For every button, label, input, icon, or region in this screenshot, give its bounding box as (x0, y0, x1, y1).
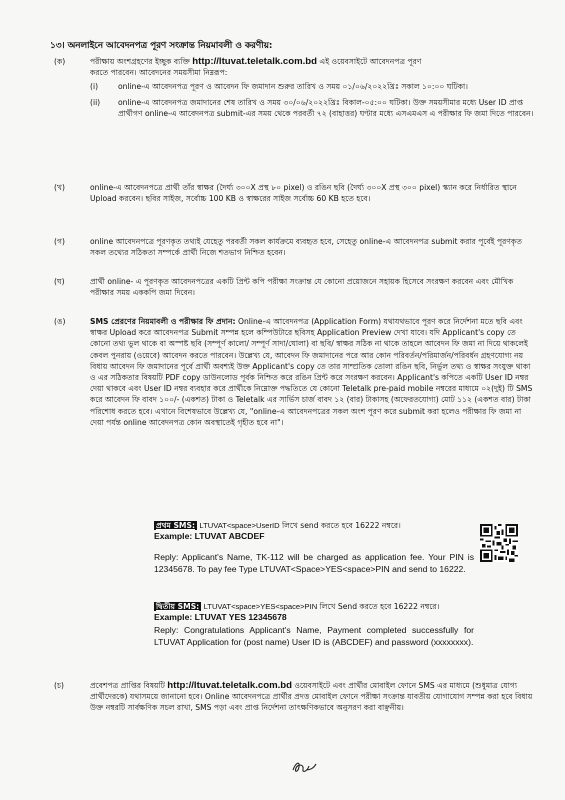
sms2-block (154, 601, 474, 648)
section-uma (54, 316, 537, 428)
sub-i (90, 81, 537, 92)
section-ga (54, 236, 537, 258)
marker-ka: (ক) (54, 57, 66, 66)
sms1-block (154, 520, 474, 575)
marker-kha: (খ) (54, 183, 65, 192)
sms1-reply: Reply: Applicant's Name, TK-112 will be charged as application fee. Your PIN is 12345678. To pay fee Type LTUVAT<Space>YES<space>PIN and send to 16222. (154, 552, 474, 574)
marker-ii: (ii) (90, 97, 101, 107)
uma-text: Online-এ আবেদনপত্র (Application Form) যথাযথভাবে পূরণ করে নির্দেশনা মতে ছবি এবং স্বাক্ষর Upload করে আবেদনপত্র Submit সম্পন্ন হলে কম্পিউটারে ছবিসহ Application Preview দেখা যাবে। যদি Applicant's copy তে কোনো তথ্য ভুল থাকে বা অস্পষ্ট ছবি (সম্পূর্ণ কালো/ সম্পূর্ণ সাদা/ঘোলা) বা ছবি/ স্বাক্ষর সঠিক না থাকে তাহলে আবেদন ফি জমা না দিয়ে থাকলেই কেবল পুনরায় (ওয়েবে) আবেদন করতে পারবেন। উল্লেখ্য যে, আবেদন ফি জমাদানের পরে আর কোন পরিবর্তন/পরিমার্জন/পরিবর্ধন গ্রহণযোগ্য নয় বিধায় আবেদন ফি জমাদানের পূর্বে প্রার্থী অবশ্যই উক্ত Applicant's copy তে তার সাম্প্রতিক তোলা রঙিন ছবি, নির্ভুল তথ্য ও স্বাক্ষর সংযুক্ত থাকা ও এর সঠিকতার বিষয়টি PDF copy ডাউনলোড পূর্বক নিশ্চিত করে রঙিন প্রিন্ট করে সংরক্ষণ করবেন। Applicant's কপিতে একটি User ID নম্বর দেয়া থাকবে এবং User ID নম্বর ব্যবহার করে প্রার্থীকে নিম্নোক্ত পদ্ধতিতে যে কোনো Teletalk pre-paid mobile নম্বরের মাধ্যমে ০২(দুই) টি SMS করে আবেদন ফি বাবদ ১০০/- (একশত) টাকা ও Teletalk এর সার্ভিস চার্জ বাবদ ১২ (বার) টাকাসহ (অফেরতযোগ্য) মোট ১১২ (একশত বার) টাকা পরিশোধ করতে হবে। এখানে বিশেষভাবে উল্লেখ্য যে, "online-এ আবেদনপত্রের সকল অংশ পূরণ করে submit করা হলেও পরীক্ষার ফি জমা না দেয়া পর্যন্ত online আবেদনপত্র কোন অবস্থাতেই গৃহীত হবে না"। (90, 317, 533, 427)
gha-text: প্রার্থী online- এ পূরণকৃত আবেদনপত্রের একটি প্রিন্ট কপি পরীক্ষা সংক্রান্ত যে কোনো প্রয়োজনে সহায়ক হিসেবে সংরক্ষণ করবেন এবং মৌখিক পরীক্ষার সময় এককপি জমা দিবেন। (90, 277, 514, 298)
marker-i: (i) (90, 82, 99, 92)
marker-cha: (চ) (54, 681, 65, 690)
sub-i-text: online-এ আবেদনপত্র পূরণ ও আবেদন ফি জমাদান শুরুর তারিখ ও সময় ০১/০৬/২০২২খ্রিঃ সকাল ১০:০০ ঘটিকা। (118, 82, 468, 92)
sub-ii-text: online-এ আবেদনপত্র জমাদানের শেষ তারিখ ও সময় ৩০/০৬/২০২২খ্রিঃ বিকাল-০৫:০০ ঘটিকা। উক্ত সময়সীমার মধ্যে User ID প্রাপ্ত প্রার্থীগণ online-এ আবেদনপত্র submit-এর সময় থেকে পরবর্তী ৭২ (বাহাত্তর) ঘণ্টার মধ্যে এসএমএস এ পরীক্ষার ফি জমা দিতে পারবেন। (118, 97, 534, 118)
sms2-format-tail: লিখে Send করতে হবে 16222 নম্বরে। (319, 602, 440, 611)
section-heading: ১৩। অনলাইনে আবেদনপত্র পূরণ সংক্রান্ত নিয়মাবলী ও করণীয়: (50, 41, 273, 51)
sms1-format-tail: লিখে send করতে হবে 16222 নম্বরে। (282, 521, 401, 530)
section-gha (54, 276, 537, 298)
sms2-tag: দ্বিতীয় SMS: (156, 602, 200, 611)
signature-mark (290, 758, 318, 776)
section-ka (54, 56, 537, 119)
cha-text-a: প্রবেশপত্র প্রাপ্তির বিষয়টি (90, 681, 165, 690)
sub-ii (90, 97, 537, 119)
sms2-reply: Reply: Congratulations Applicant's Name, Payment completed successfully for LTUVAT Application for (post name) User ID is (ABCDEF) and password (xxxxxxxx). (154, 625, 474, 647)
ka-line1b: এই ওয়েবসাইটে আবেদনপত্র পূরণ (319, 57, 422, 66)
sms-rules-title: SMS প্রেরণের নিয়মাবলী ও পরীক্ষার ফি প্রদান: (90, 317, 236, 326)
ga-text: online আবেদনপত্রে পূরণকৃত তথ্যই যেহেতু পরবর্তী সকল কার্যক্রমে ব্যবহৃত হবে, সেহেতু online-এ আবেদনপত্র submit করার পূর্বেই পূরণকৃত সকল তথ্যের সঠিকতা সম্পর্কে প্রার্থী নিজে শতভাগ নিশ্চিত হবেন। (90, 237, 522, 258)
sms2-format: LTUVAT<space>YES<space>PIN (203, 602, 318, 611)
qr-code-icon (480, 524, 518, 562)
marker-uma: (ঙ) (54, 317, 66, 326)
section-cha (54, 680, 537, 714)
marker-ga: (গ) (54, 237, 65, 246)
ka-line1a: পরীক্ষায় অংশগ্রহণের ইচ্ছুক ব্যক্তি (90, 57, 190, 66)
sms1-format: LTUVAT<space>UserID (199, 521, 280, 530)
sms2-example: Example: LTUVAT YES 12345678 (154, 612, 287, 623)
cha-text-b: ওয়েবসাইটে এবং প্রার্থীর মোবাইল ফোনে SMS এর মাধ্যমে (শুধুমাত্র যোগ্য প্রার্থীদেরকে) যথাসময়ে জানানো হবে। Online আবেদনপত্রে প্রার্থীর প্রদত্ত মোবাইল ফোনে পরীক্ষা সংক্রান্ত যাবতীয় যোগাযোগ সম্পন্ন করা হবে বিধায় উক্ত নম্বরটি সার্বক্ষণিক সচল রাখা, SMS পড়া এবং প্রাপ্ত নির্দেশনা তাৎক্ষণিকভাবে অনুসরণ করা বাঞ্ছনীয়। (90, 681, 533, 713)
section-kha (54, 182, 537, 204)
sms1-tag: প্রথম SMS: (156, 521, 195, 530)
marker-gha: (ঘ) (54, 277, 65, 286)
website-link[interactable]: http://ltuvat.teletalk.com.bd (192, 56, 317, 67)
admit-card-website-link[interactable]: http://ltuvat.teletalk.com.bd (167, 680, 292, 691)
sms1-example: Example: LTUVAT ABCDEF (154, 531, 265, 542)
kha-text: online-এ আবেদনপত্রে প্রার্থী তাঁর স্বাক্ষর (দৈর্ঘ্য ৩০০X প্রস্থ ৮০ pixel) ও রঙিন ছবি (দৈর্ঘ্য ৩০০X প্রস্থ ৩০০ pixel) স্ক্যান করে নির্ধারিত স্থানে Upload করবেন। ছবির সাইজ, সর্বোচ্চ 100 KB ও স্বাক্ষরের সাইজ সর্বোচ্চ 60 KB হতে হবে। (90, 183, 517, 204)
ka-line2: করতে পারবেন। আবেদনের সময়সীমা নিম্নরূপ: (90, 68, 228, 78)
